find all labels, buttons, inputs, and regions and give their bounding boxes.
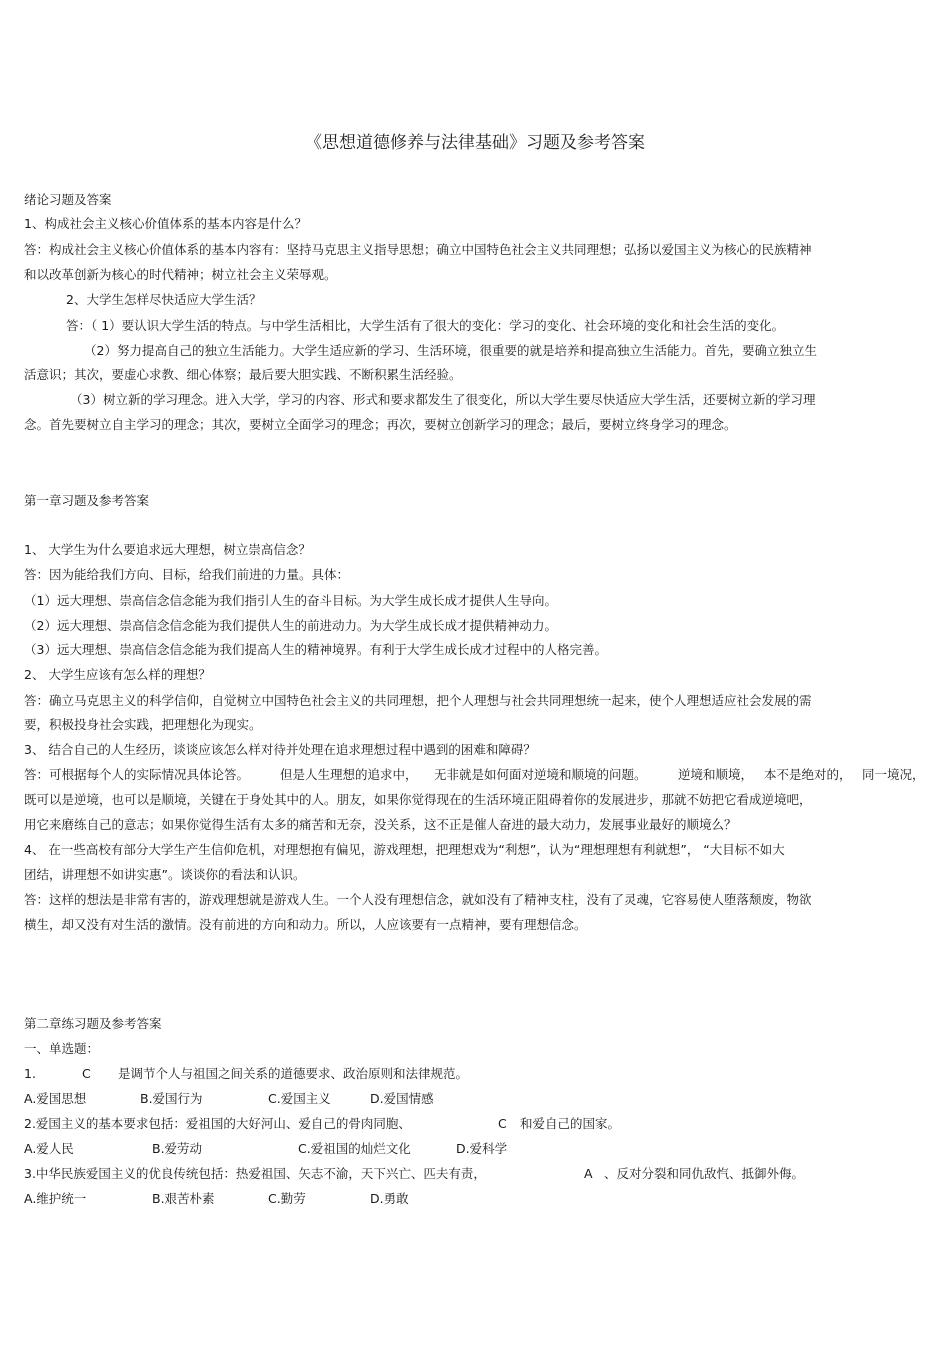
intro-answer-1-line-1: 答：构成社会主义核心价值体系的基本内容有：坚持马克思主义指导思想；确立中国特色社会主义共同理想；弘扬以爱国主义为核心的民族精神 [24,242,812,257]
intro-question-2: 2、大学生怎样尽快适应大学生活？ [66,292,262,307]
ch1-question-1: 1、 大学生为什么要追求远大理想，树立崇高信念？ [24,542,311,557]
ch1-answer-1-line-2: （1）远大理想、崇高信念信念能为我们指引人生的奋斗目标。为大学生成长成才提供人生导向。 [24,593,557,608]
ch2-q1-option-b: B.爱国行为 [140,1091,203,1106]
ch2-subheading: 一、单选题： [24,1041,100,1056]
ch1-answer-4-line-2: 横生，却又没有对生活的激情。没有前进的方向和动力。所以，人应该要有一点精神，要有理想信念。 [24,917,587,932]
ch2-q3-option-d: D.勇敢 [370,1191,409,1206]
ch2-q1-text: 是调节个人与祖国之间关系的道德要求、政治原则和法律规范。 [118,1066,469,1081]
ch1-answer-2-line-1: 答：确立马克思主义的科学信仰，自觉树立中国特色社会主义的共同理想，把个人理想与社会共同理想统一起来，使个人理想适应社会发展的需 [24,693,812,708]
ch2-q1-option-c: C.爱国主义 [268,1091,331,1106]
intro-answer-2-line-2: （2）努力提高自己的独立生活能力。大学生适应新的学习、生活环境，很重要的就是培养和提高独立生活能力。首先，要确立独立生 [84,343,817,358]
ch1-answer-3-part-b: 但是人生理想的追求中， [280,767,418,782]
intro-answer-2-line-3: 活意识；其次，要虚心求教、细心体察；最后要大胆实践、不断积累生活经验。 [24,367,462,382]
ch2-q1-number: 1. [24,1066,36,1081]
ch2-q3-text: 3.中华民族爱国主义的优良传统包括：热爱祖国、矢志不渝，天下兴亡、匹夫有责， [24,1166,486,1181]
intro-heading: 绪论习题及答案 [24,192,112,207]
ch2-q1-answer: C [82,1066,91,1081]
ch2-q2-answer: C [498,1116,507,1131]
ch2-q3-option-c: C.勤劳 [268,1191,306,1206]
ch1-answer-3-part-c: 无非就是如何面对逆境和顺境的问题。 [434,767,647,782]
chapter-1-heading: 第一章习题及参考答案 [24,493,150,508]
ch2-q1-option-a: A.爱国思想 [24,1091,87,1106]
chapter-2-heading: 第二章练习题及参考答案 [24,1016,162,1031]
ch2-q2-option-c: C.爱祖国的灿烂文化 [298,1141,411,1156]
ch2-q2-option-d: D.爱科学 [456,1141,508,1156]
ch1-question-3: 3、 结合自己的人生经历，谈谈应该怎么样对待并处理在追求理想过程中遇到的困难和障碍？ [24,742,536,757]
ch1-question-4-line-1: 4、 在一些高校有部分大学生产生信仰危机，对理想抱有偏见，游戏理想，把理想戏为“利想”，认为“理想理想有利就想”， “大目标不如大 [24,842,785,857]
ch1-answer-3-line-3: 用它来磨练自己的意志；如果你觉得生活有太多的痛苦和无奈，没关系，这不正是催人奋进的最大动力，发展事业最好的顺境么？ [24,817,737,832]
ch1-answer-4-line-1: 答：这样的想法是非常有害的，游戏理想就是游戏人生。一个人没有理想信念，就如没有了精神支柱，没有了灵魂，它容易使人堕落颓废，物欲 [24,892,812,907]
intro-answer-2-line-4: （3）树立新的学习理念。进入大学，学习的内容、形式和要求都发生了很变化，所以大学生要尽快适应大学生活，还要树立新的学习理 [70,392,816,407]
ch1-answer-1-line-3: （2）远大理想、崇高信念信念能为我们提供人生的前进动力。为大学生成长成才提供精神动力。 [24,618,557,633]
ch1-answer-3-part-f: 同一境况， [862,767,925,782]
ch2-q1-option-d: D.爱国情感 [370,1091,434,1106]
ch2-q3-answer: A [584,1166,593,1181]
ch1-question-2: 2、 大学生应该有怎么样的理想？ [24,667,211,682]
ch1-answer-3-part-a: 答：可根据每个人的实际情况具体论答。 [24,767,250,782]
ch2-q3-tail: 、反对分裂和同仇敌忾、抵御外侮。 [604,1166,805,1181]
intro-answer-1-line-2: 和以改革创新为核心的时代精神；树立社会主义荣辱观。 [24,267,337,282]
ch1-answer-1-line-1: 答：因为能给我们方向、目标，给我们前进的力量。具体： [24,567,350,582]
ch2-q2-tail: 和爱自己的国家。 [520,1116,621,1131]
intro-answer-2-line-1: 答：（ 1）要认识大学生活的特点。与中学生活相比，大学生活有了很大的变化：学习的变化、社会环境的变化和社会生活的变化。 [66,318,785,333]
ch1-answer-1-line-4: （3）远大理想、崇高信念信念能为我们提高人生的精神境界。有利于大学生成长成才过程中的人格完善。 [24,642,607,657]
ch2-q3-option-a: A.维护统一 [24,1191,87,1206]
document-title: 《思想道德修养与法律基础》习题及参考答案 [305,133,645,153]
intro-answer-2-line-5: 念。首先要树立自主学习的理念；其次，要树立全面学习的理念；再次，要树立创新学习的理念；最后，要树立终身学习的理念。 [24,417,737,432]
ch2-q2-option-b: B.爱劳动 [152,1141,203,1156]
ch2-q2-text: 2.爱国主义的基本要求包括：爱祖国的大好河山、爱自己的骨肉同胞、 [24,1116,411,1131]
intro-question-1: 1、构成社会主义核心价值体系的基本内容是什么？ [24,216,307,231]
ch1-question-4-line-2: 团结，讲理想不如讲实惠”。谈谈你的看法和认识。 [24,867,306,882]
ch1-answer-3-part-d: 逆境和顺境， [678,767,754,782]
ch1-answer-3-part-e: 本不是绝对的， [764,767,852,782]
ch2-q3-option-b: B.艰苦朴素 [152,1191,215,1206]
ch1-answer-2-line-2: 要，积极投身社会实践，把理想化为现实。 [24,717,262,732]
ch2-q2-option-a: A.爱人民 [24,1141,74,1156]
ch1-answer-3-line-2: 既可以是逆境，也可以是顺境，关键在于身处其中的人。朋友，如果你觉得现在的生活环境正阻碍着你的发展进步，那就不妨把它看成逆境吧， [24,792,812,807]
